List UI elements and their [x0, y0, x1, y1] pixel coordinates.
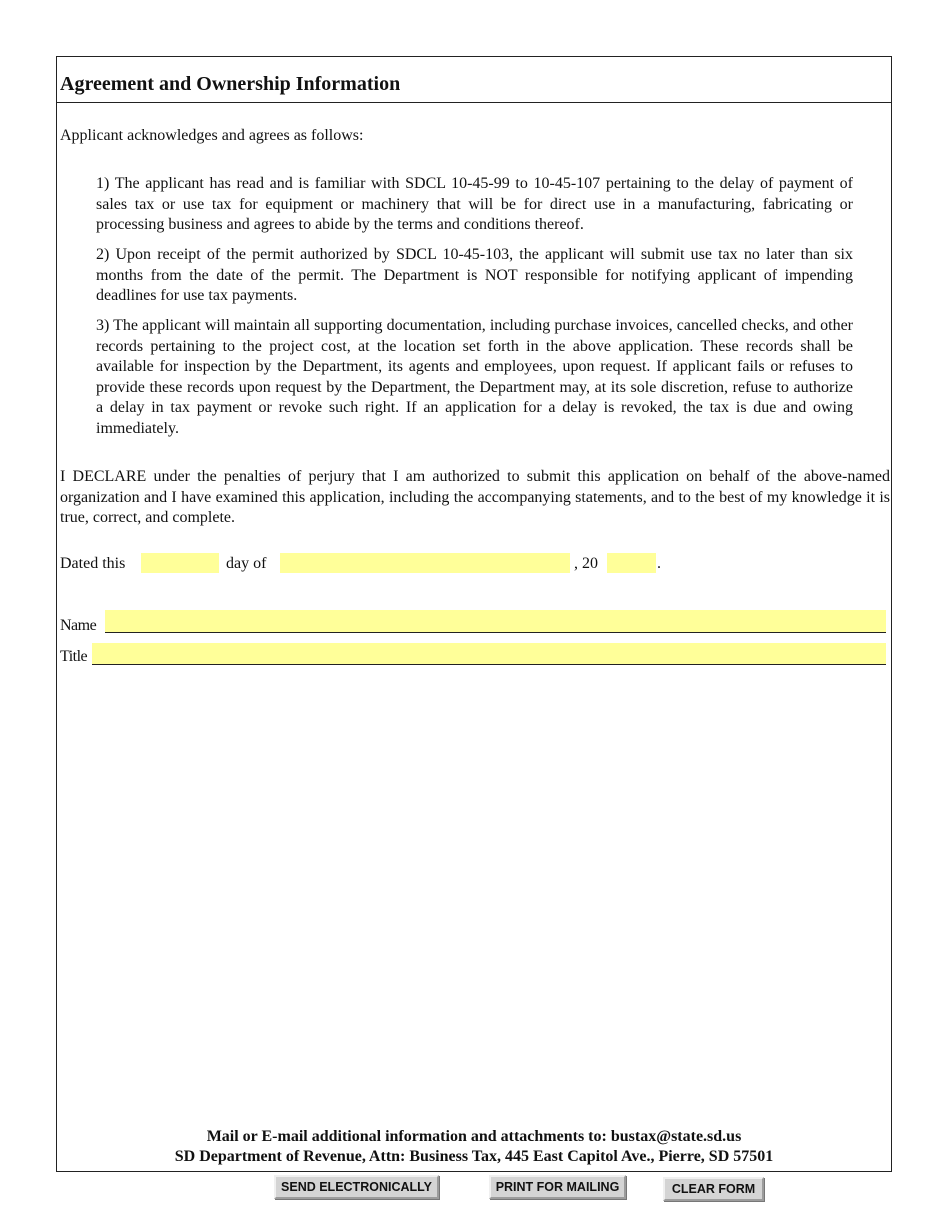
send-electronically-button[interactable]: SEND ELECTRONICALLY [274, 1175, 439, 1199]
name-input[interactable] [105, 610, 886, 633]
agreement-form-box [56, 56, 892, 1172]
footer-mail-line: Mail or E-mail additional information and attachments to: bustax@state.sd.us [206, 1128, 742, 1145]
dated-this-label: Dated this [60, 555, 126, 572]
print-for-mailing-button[interactable]: PRINT FOR MAILING [489, 1175, 626, 1199]
declaration-text: I DECLARE under the penalties of perjury that I am authorized to submit this application on behalf of the above-named organization and I have examined this application, including the accompanying statements, and to the best of my knowledge it is true, correct, and complete. [60, 468, 890, 526]
intro-text: Applicant acknowledges and agrees as follows: [60, 127, 364, 144]
period-label: . [657, 555, 661, 572]
year-prefix-label: , 20 [574, 555, 598, 572]
dated-row [60, 553, 890, 575]
day-of-label: day of [226, 555, 267, 572]
clear-form-button[interactable]: CLEAR FORM [663, 1177, 764, 1201]
section-title: Agreement and Ownership Information [57, 57, 891, 103]
agreement-item-2: 2) Upon receipt of the permit authorized by SDCL 10-45-103, the applicant will submit use tax no later than six months from the date of the permit. The Department is NOT responsible for notifying applicant of impending deadlines for use tax payments. [96, 246, 853, 304]
title-label: Title [60, 648, 88, 665]
day-input[interactable] [141, 553, 219, 573]
name-label: Name [60, 617, 97, 634]
agreement-item-3: 3) The applicant will maintain all supporting documentation, including purchase invoices, cancelled checks, and other records pertaining to the project cost, at the location set forth in the above application. These records shall be available for inspection by the Department, its agents and employees, upon request. If applicant fails or refuses to provide these records upon request by the Department, the Department may, at its sole discretion, refuse to authorize a delay in tax payment or revoke such right. If an application for a delay is revoked, the tax is due and owing immediately. [96, 317, 853, 437]
month-input[interactable] [280, 553, 570, 573]
agreement-item-1: 1) The applicant has read and is familiar with SDCL 10-45-99 to 10-45-107 pertaining to the delay of payment of sales tax or use tax for equipment or machinery that will be for direct use in a manufacturing, fabricating or processing business and agrees to abide by the terms and conditions thereof. [96, 175, 853, 233]
title-input[interactable] [92, 643, 886, 665]
footer-address-line: SD Department of Revenue, Attn: Business Tax, 445 East Capitol Ave., Pierre, SD 57501 [174, 1148, 774, 1165]
year-input[interactable] [607, 553, 656, 573]
